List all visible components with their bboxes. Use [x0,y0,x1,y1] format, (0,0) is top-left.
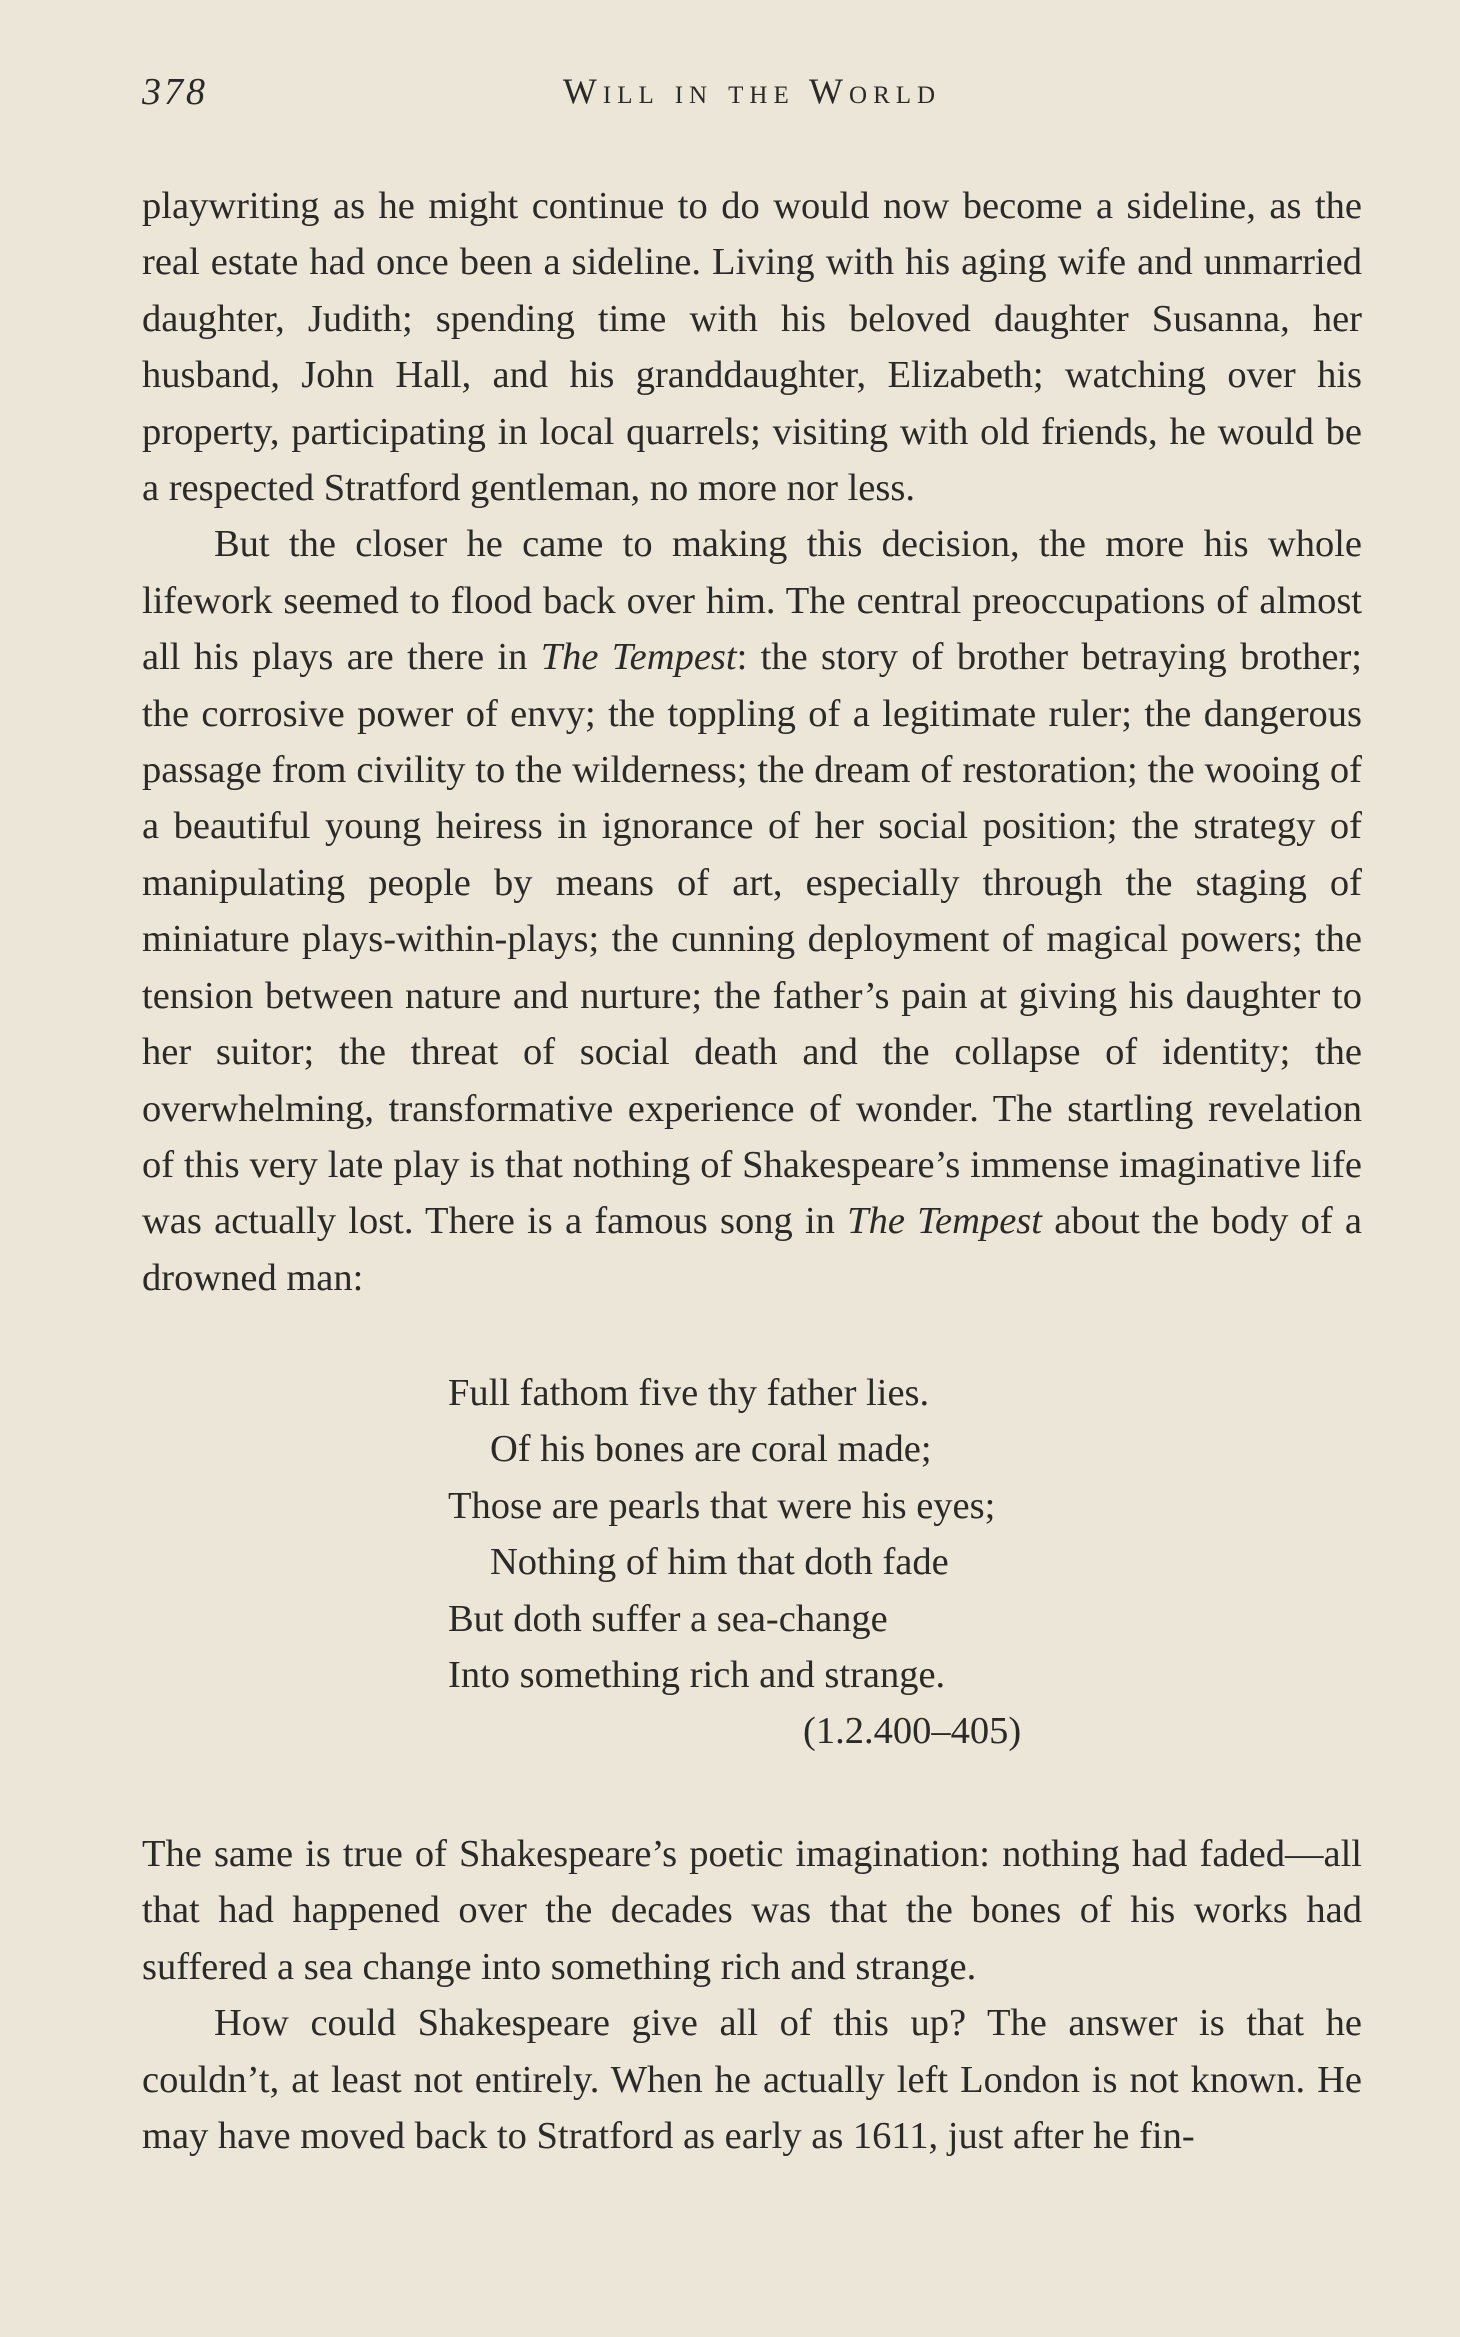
paragraph-text-segment: But the closer he came to making this decision, the more his whole lifework seemed to flood back over him. The central preoccupations of almost all his plays are there in [142,523,1362,679]
italic-play-title: The Tempest [847,1200,1042,1243]
paragraph-final: How could Shakespeare give all of this up? The answer is that he couldn’t, at least not entirely. When he actually left London is not known. He may have moved back to Stratford as early as 1611, just after he fin- [142,2002,1362,2158]
verse-line: But doth suffer a sea-change [448,1597,888,1640]
body-text-bottom [142,1826,1362,2164]
paragraph-tempest-themes [142,516,1362,1306]
verse-line: Into something rich and strange. [448,1654,946,1697]
paragraph-continued: playwriting as he might continue to do would now become a sideline, as the real estate had once been a sideline. Living with his aging wife and unmarried daughter, Judith; spending time with his beloved daughter Susanna, her husband, John Hall, and his granddaughter, Elizabeth; watching over his property, participating in local quarrels; visiting with old friends, he would be a respected Stratford gentleman, no more nor less. [142,185,1362,510]
paragraph-text-segment: about the body of a drowned man: [142,1200,1362,1299]
paragraph-text-segment: : the story of brother betraying brother; the corrosive power of envy; the toppling of a legitimate ruler; the dangerous passage from civility to the wilderness; the dream of restoration; the wooing of a beautiful young heiress in ignorance of her social position; the strategy of manipulating people by means of art, especially through the staging of miniature plays-within-plays; the cunning deployment of magical powers; the tension between nature and nurture; the father’s pain at giving his daughter to her suitor; the threat of social death and the collapse of identity; the overwhelming, transformative experience of wonder. The startling revelation of this very late play is that nothing of Shakespeare’s immense imaginative life was actually lost. There is a famous song in [142,636,1362,1243]
verse-line: Full fathom five thy father lies. [448,1372,930,1414]
italic-play-title: The Tempest [540,636,737,679]
running-head [142,70,1362,120]
verse-citation: (1.2.400–405) [803,1710,1022,1753]
verse-line: Of his bones are coral made; [490,1428,932,1471]
body-text-top [142,178,1362,1306]
page-number: 378 [142,71,208,113]
running-head-title: Will in the World [562,71,942,111]
paragraph-after-quote: The same is true of Shakespeare’s poetic imagination: nothing had faded—all that had happened over the decades was that the bones of his works had suffered a sea change into something rich and strange. [142,1833,1362,1988]
verse-line: Nothing of him that doth fade [490,1541,949,1584]
verse-quotation [448,1365,1021,1760]
verse-line: Those are pearls that were his eyes; [448,1484,996,1527]
